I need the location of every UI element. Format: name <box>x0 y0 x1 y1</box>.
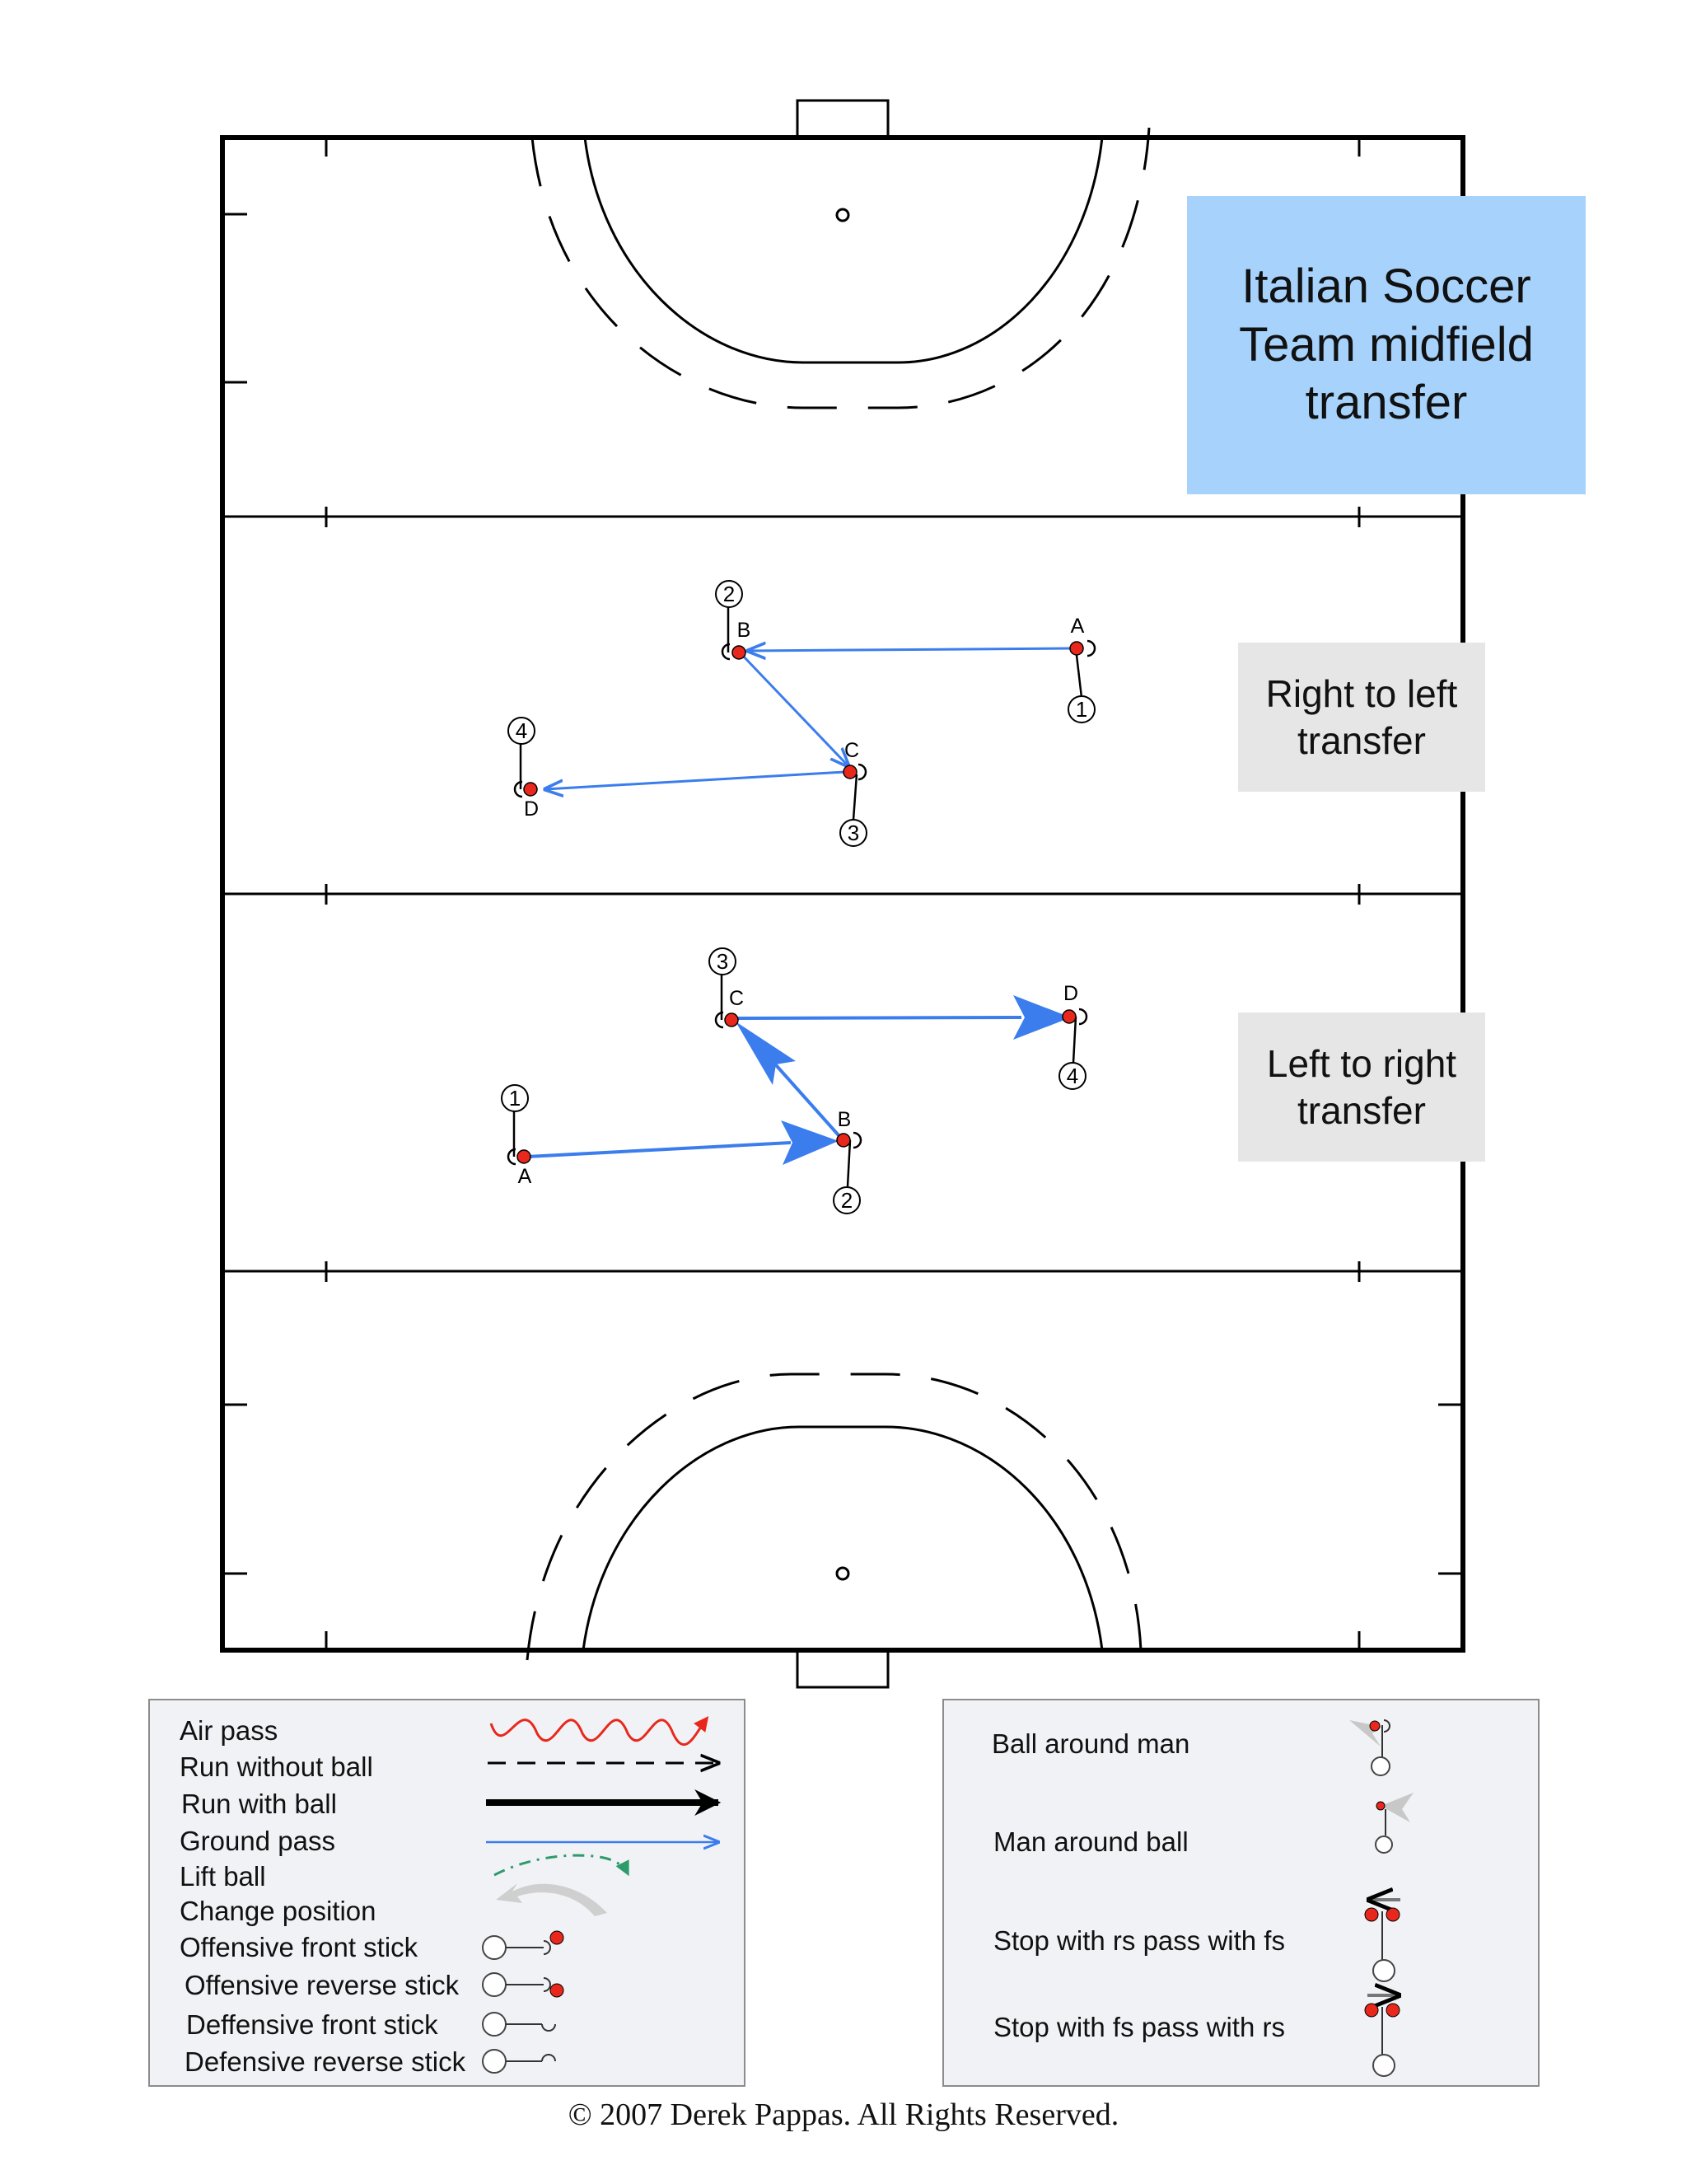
player-number: 1 <box>508 1086 521 1111</box>
man-around-ball-symbol <box>1376 1793 1414 1853</box>
player-c <box>709 948 744 1027</box>
bottom-goal <box>797 1650 888 1687</box>
right-to-left-play <box>508 581 1095 846</box>
rtl-line-1: Right to left <box>1265 672 1458 716</box>
legend-right-symbols <box>944 1700 1538 2085</box>
player-a <box>1068 615 1095 723</box>
lift-ball-symbol <box>494 1855 628 1875</box>
player-letter: B <box>837 1108 852 1131</box>
player-b <box>716 581 750 659</box>
left-to-right-label <box>1238 1012 1485 1162</box>
pass-c-to-d <box>545 772 845 789</box>
legend-defensive-reverse-stick: Defensive reverse stick <box>185 2046 466 2077</box>
player-letter: B <box>736 619 751 642</box>
pass-b-to-c <box>770 1059 839 1135</box>
legend-left <box>148 1699 745 2087</box>
left-to-right-play <box>502 948 1087 1214</box>
top-goal <box>797 101 888 138</box>
player-number: 2 <box>840 1188 853 1213</box>
defensive-reverse-stick-symbol <box>483 2050 555 2073</box>
player-number: 2 <box>722 582 736 606</box>
defensive-front-stick-symbol <box>483 2013 555 2036</box>
player-b <box>834 1108 861 1214</box>
change-position-symbol <box>496 1883 607 1916</box>
legend-run-without-ball: Run without ball <box>180 1751 373 1782</box>
pass-a-to-b <box>527 1143 791 1157</box>
air-pass-symbol <box>491 1719 707 1745</box>
bottom-dashed-circle <box>527 1374 1141 1660</box>
legend-run-with-ball: Run with ball <box>181 1789 337 1819</box>
player-number: 3 <box>847 821 860 845</box>
offensive-reverse-stick-symbol <box>483 1973 563 1997</box>
rtl-line-2: transfer <box>1297 718 1426 762</box>
legend-ground-pass: Ground pass <box>180 1826 335 1856</box>
top-penalty-spot <box>837 209 848 221</box>
pass-a-to-b <box>748 648 1071 651</box>
player-letter: D <box>1063 982 1079 1005</box>
bottom-shooting-circle <box>583 1427 1102 1650</box>
stop-fs-pass-rs-symbol <box>1365 1995 1400 2076</box>
legend-stop-rs-pass-fs: Stop with rs pass with fs <box>993 1925 1285 1956</box>
bottom-penalty-spot <box>837 1568 848 1579</box>
player-letter: A <box>517 1165 532 1188</box>
ltr-line-1: Left to right <box>1266 1042 1457 1086</box>
player-c <box>840 739 867 846</box>
player-d <box>1059 982 1087 1089</box>
legend-ball-around-man: Ball around man <box>992 1728 1190 1759</box>
legend-man-around-ball: Man around ball <box>993 1826 1189 1857</box>
legend-stop-fs-pass-rs: Stop with fs pass with rs <box>993 2012 1285 2042</box>
title-line-3: transfer <box>1305 376 1468 430</box>
player-number: 4 <box>515 718 528 743</box>
legend-change-position: Change position <box>180 1896 376 1926</box>
offensive-front-stick-symbol <box>483 1931 563 1959</box>
player-number: 3 <box>716 949 729 974</box>
legend-lift-ball: Lift ball <box>180 1861 266 1892</box>
copyright: © 2007 Derek Pappas. All Rights Reserved. <box>568 2097 1119 2132</box>
legend-air-pass: Air pass <box>180 1715 278 1746</box>
title-line-2: Team midfield <box>1239 317 1534 372</box>
player-letter: A <box>1070 615 1085 638</box>
legend-offensive-reverse-stick: Offensive reverse stick <box>185 1970 460 2000</box>
top-shooting-circle <box>585 138 1102 362</box>
ball-around-man-symbol <box>1349 1720 1390 1775</box>
stop-rs-pass-fs-symbol <box>1365 1900 1400 1981</box>
player-a <box>502 1085 532 1188</box>
pass-b-to-c <box>741 654 848 766</box>
player-letter: C <box>844 739 860 762</box>
player-number: 4 <box>1066 1064 1079 1088</box>
legend-left-symbols <box>150 1700 744 2085</box>
player-number: 1 <box>1075 697 1088 722</box>
legend-deffensive-front-stick: Deffensive front stick <box>186 2009 438 2040</box>
player-d <box>508 718 539 821</box>
pass-c-to-d <box>738 1017 1021 1018</box>
legend-offensive-front-stick: Offensive front stick <box>180 1932 418 1962</box>
player-letter: C <box>728 987 745 1010</box>
title-line-1: Italian Soccer <box>1241 259 1531 313</box>
right-to-left-label <box>1238 643 1485 792</box>
player-letter: D <box>523 797 540 821</box>
title-box <box>1187 196 1586 494</box>
legend-right <box>942 1699 1540 2087</box>
ltr-line-2: transfer <box>1297 1088 1426 1132</box>
